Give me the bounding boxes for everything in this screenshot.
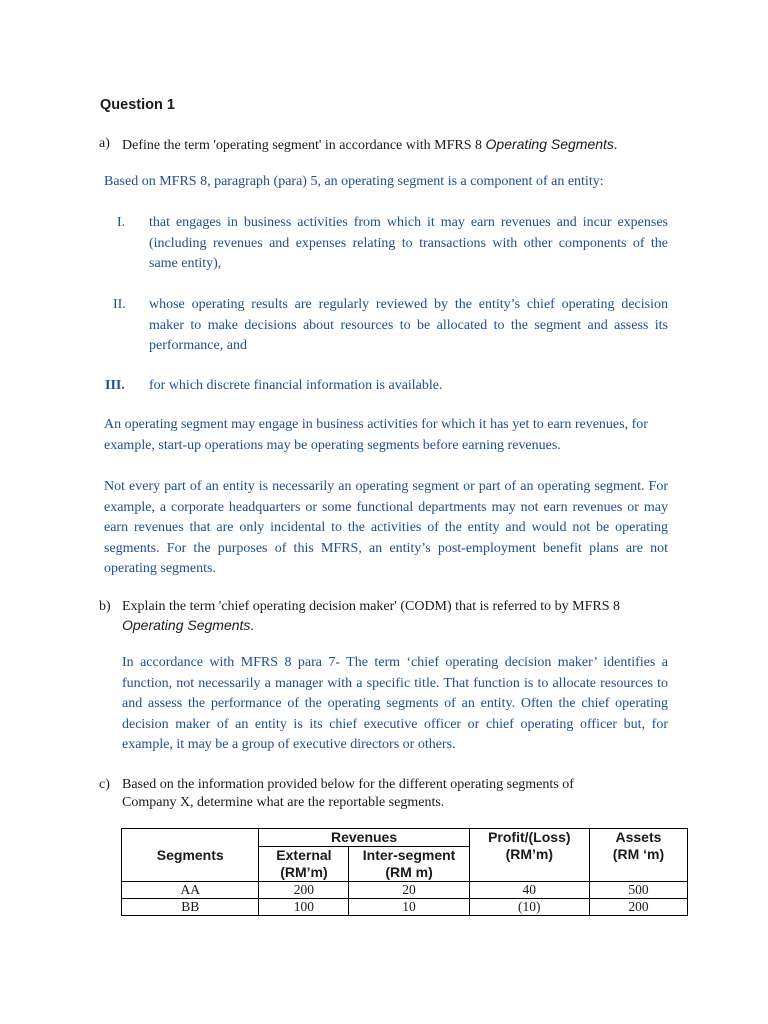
table-row — [122, 899, 688, 916]
answer-b-paragraph: In accordance with MFRS 8 para 7- The term ‘chief operating decision maker’ identifies a function, not necessarily a manager with a specific title. That function is to allocate resources to and assess the performance of the operating segments of an entity. Often the chief operating decision maker of an entity is its chief executive officer or chief operating officer but, for example, it may be a group of executive directors or others. — [122, 655, 668, 752]
list-item-2: whose operating results are regularly reviewed by the entity’s chief operating decision maker to make decisions about resources to be allocated to the segment and assess its performance, and — [149, 297, 668, 353]
answer-a-paragraph-2: An operating segment may engage in business activities for which it has yet to earn revenues, for example, start-up operations may be operating segments before earning revenues. — [104, 417, 648, 453]
list-item-3: for which discrete financial information is available. — [149, 378, 443, 393]
cell-segment: BB — [122, 899, 259, 916]
header-assets-line-1: Assets — [615, 829, 662, 845]
list-number-1: I. — [117, 215, 126, 230]
header-profit-line-2: (RM’m) — [505, 846, 554, 862]
question-c-line-1: Based on the information provided below for the different operating segments of — [122, 777, 574, 792]
cell-assets: 500 — [589, 882, 687, 899]
question-heading: Question 1 — [100, 97, 175, 113]
question-c-text — [122, 776, 682, 812]
cell-profit: 40 — [469, 882, 589, 899]
cell-inter-segment: 20 — [349, 882, 469, 899]
table-row — [122, 882, 688, 899]
table-header-row-1 — [122, 829, 688, 847]
header-external-line-1: External — [276, 847, 332, 863]
cell-profit: (10) — [469, 899, 589, 916]
header-revenues: Revenues — [259, 829, 469, 847]
cell-assets: 200 — [589, 899, 687, 916]
cell-inter-segment: 10 — [349, 899, 469, 916]
question-c-line-2: Company X, determine what are the reportable segments. — [122, 795, 445, 810]
segments-table — [121, 828, 688, 916]
header-profit — [469, 829, 589, 882]
cell-external: 100 — [259, 899, 349, 916]
list-number-2: II. — [113, 297, 126, 312]
header-inter-line-1: Inter-segment — [362, 847, 456, 863]
question-a-label: a) — [99, 136, 110, 151]
question-a-text-main: Define the term 'operating segment' in accordance with MFRS 8 — [122, 138, 486, 153]
answer-a-paragraph-3: Not every part of an entity is necessarily an operating segment or part of an operating segment. For example, a corporate headquarters or some functional departments may not earn revenues or may earn revenues that are only incidental to the activities of the entity and would not be operating segments. For the purposes of this MFRS, an entity’s post-employment benefit plans are not operating segments. — [104, 479, 668, 576]
header-profit-line-1: Profit/(Loss) — [488, 829, 571, 845]
list-item-1: that engages in business activities from which it may earn revenues and incur expenses (including revenues and expenses relating to transactions with other components of the same entity), — [149, 215, 668, 271]
cell-external: 200 — [259, 882, 349, 899]
question-a-end: . — [613, 138, 618, 153]
header-external-line-2: (RM’m) — [280, 864, 328, 880]
question-a-italic: Operating Segments — [485, 136, 614, 152]
header-assets-line-2: (RM ‘m) — [612, 846, 665, 862]
question-b — [99, 598, 679, 638]
header-external — [259, 847, 349, 882]
question-c-label: c) — [99, 777, 110, 792]
question-b-text — [122, 598, 682, 636]
cell-segment: AA — [122, 882, 259, 899]
list-number-3: III. — [105, 378, 125, 393]
header-inter-line-2: (RM m) — [385, 864, 433, 880]
question-a-text — [122, 135, 617, 155]
question-b-end: . — [250, 619, 254, 634]
question-b-text-main: Explain the term 'chief operating decision maker' (CODM) that is referred to by MFRS 8 — [122, 599, 621, 614]
question-b-italic: Operating Segments — [122, 617, 251, 633]
question-c — [99, 776, 679, 816]
header-segments: Segments — [122, 829, 259, 882]
answer-a-intro: Based on MFRS 8, paragraph (para) 5, an operating segment is a component of an entity: — [104, 174, 604, 189]
question-b-label: b) — [99, 599, 111, 614]
header-assets — [589, 829, 687, 882]
header-inter-segment — [349, 847, 469, 882]
